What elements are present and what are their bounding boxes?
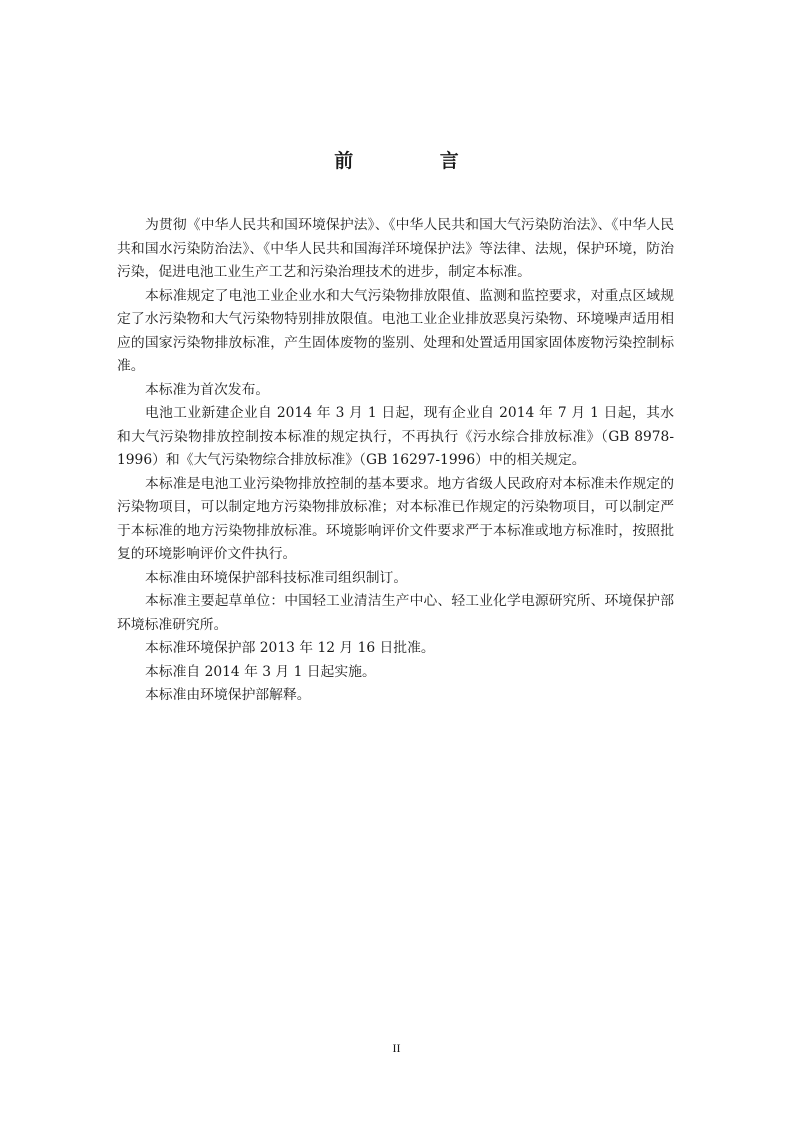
page-number: II	[392, 1041, 401, 1055]
paragraph: 本标准是电池工业污染物排放控制的基本要求。地方省级人民政府对本标准未作规定的污染物项目，可以制定地方污染物排放标准；对本标准已作规定的污染物项目，可以制定严于本标准的地方污染物排放标准。环境影响评价文件要求严于本标准或地方标准时，按照批复的环境影响评价文件执行。	[117, 475, 674, 562]
paragraph: 本标准规定了电池工业企业水和大气污染物排放限值、监测和监控要求，对重点区域规定了水污染物和大气污染物特别排放限值。电池工业企业排放恶臭污染物、环境噪声适用相应的国家污染物排放标准，产生固体废物的鉴别、处理和处置适用国家固体废物污染控制标准。	[117, 287, 674, 374]
paragraph: 本标准主要起草单位：中国轻工业清洁生产中心、轻工业化学电源研究所、环境保护部环境标准研究所。	[117, 593, 674, 633]
paragraph: 本标准环境保护部 2013 年 12 月 16 日批准。	[145, 640, 435, 656]
paragraph: 本标准自 2014 年 3 月 1 日起实施。	[145, 663, 376, 680]
paragraph: 本标准为首次发布。	[145, 381, 270, 398]
paragraph: 本标准由环境保护部科技标准司组织制订。	[145, 569, 408, 586]
page-title: 前 言	[334, 150, 499, 172]
paragraph: 电池工业新建企业自 2014 年 3 月 1 日起，现有企业自 2014 年 7 月 1 日起，其水和大气污染物排放控制按本标准的规定执行，不再执行《污水综合排放标准》（GB 8978-1996）和《大气污染物综合排放标准》（GB 16297-1996）中的相关规定。	[117, 405, 674, 468]
paragraph: 为贯彻《中华人民共和国环境保护法》、《中华人民共和国大气污染防治法》、《中华人民共和国水污染防治法》、《中华人民共和国海洋环境保护法》等法律、法规，保护环境，防治污染，促进电池工业生产工艺和污染治理技术的进步，制定本标准。	[117, 217, 674, 280]
paragraph: 本标准由环境保护部解释。	[145, 687, 311, 703]
foreword-body	[117, 214, 674, 708]
